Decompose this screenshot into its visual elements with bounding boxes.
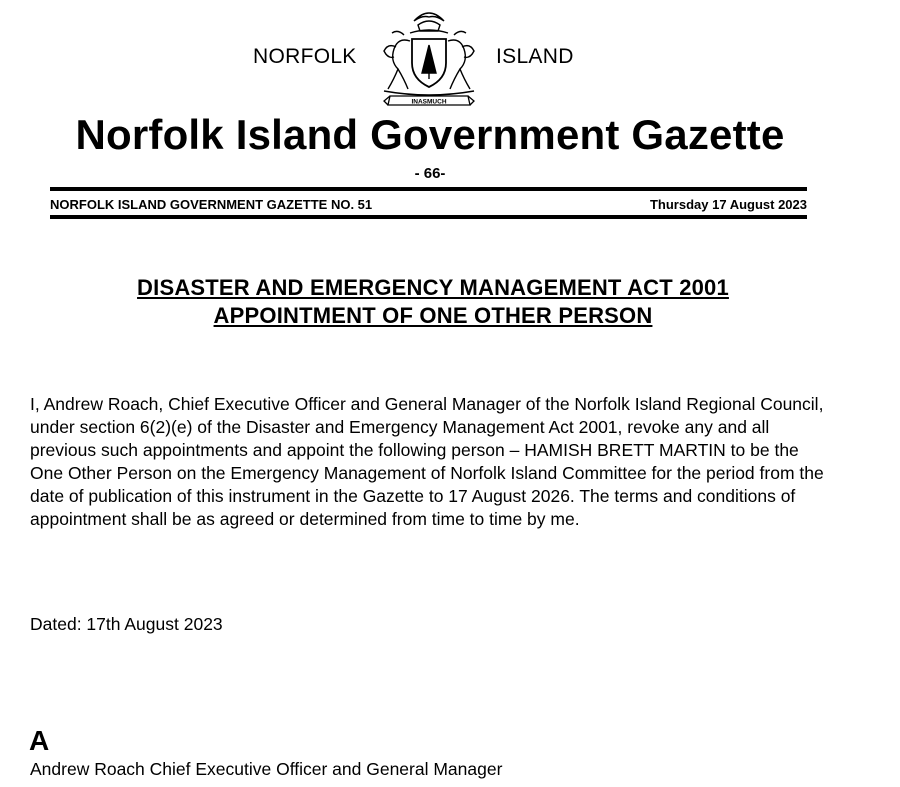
issue-number: NORFOLK ISLAND GOVERNMENT GAZETTE NO. 51 — [50, 197, 373, 212]
top-rule — [50, 187, 807, 191]
masthead-right-word: ISLAND — [496, 45, 574, 68]
issue-date: Thursday 17 August 2023 — [649, 197, 807, 212]
bottom-rule — [50, 215, 807, 219]
coat-of-arms-icon — [370, 3, 488, 111]
notice-heading-act: DISASTER AND EMERGENCY MANAGEMENT ACT 2001 — [137, 275, 729, 300]
signatory-name: Andrew Roach Chief Executive Officer and General Manager — [30, 759, 503, 779]
dated-line: Dated: 17th August 2023 — [30, 614, 223, 634]
notice-heading-appointment: APPOINTMENT OF ONE OTHER PERSON — [213, 303, 653, 328]
gazette-title: Norfolk Island Government Gazette — [75, 111, 785, 158]
notice-body: I, Andrew Roach, Chief Executive Officer and General Manager of the Norfolk Island Regional Council, under section 6(2)(e) of the Disaster and Emergency Management Act 2001, revoke any and all previous such appointments and appoint the following person – HAMISH BRETT MARTIN to be the One Other Person on the Emergency Management of Norfolk Island Committee for the period from the date of publication of this instrument in the Gazette to 17 August 2026. The terms and conditions of appointment shall be as agreed or determined from time to time by me. — [30, 394, 824, 529]
signature-mark: A — [29, 725, 50, 756]
masthead-left-word: NORFOLK — [253, 45, 357, 68]
crest-motto: INASMUCH — [411, 98, 447, 106]
page-number: - 66- — [414, 165, 446, 182]
